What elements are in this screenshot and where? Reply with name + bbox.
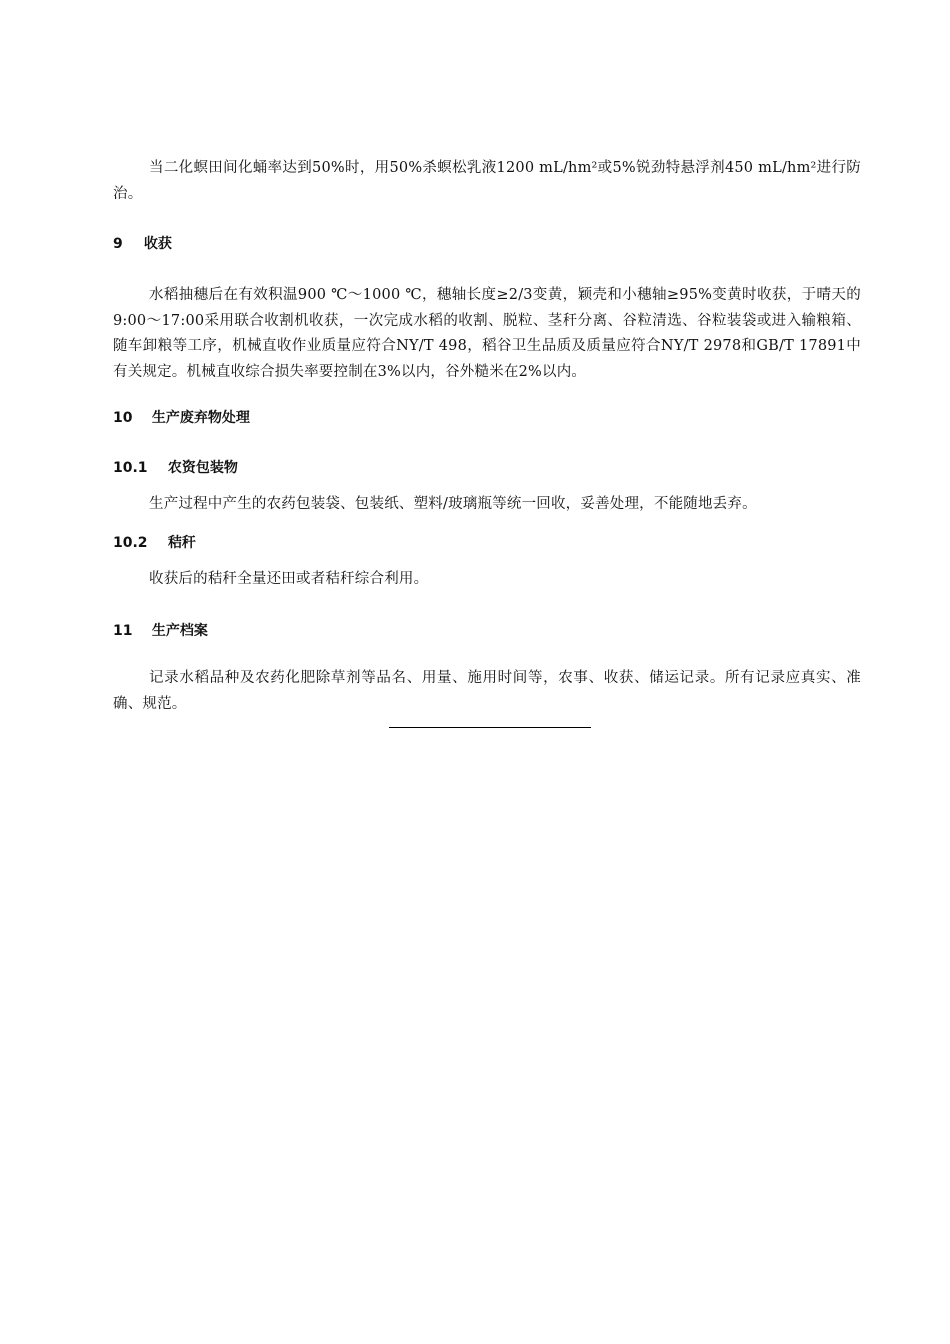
end-of-document-rule (389, 727, 591, 728)
records-paragraph: 记录水稻品种及农药化肥除草剂等品名、用量、施用时间等，农事、收获、储运记录。所有记录应真实、准确、规范。 (113, 670, 861, 712)
section-10-2-heading (113, 533, 196, 553)
section-10-1-heading (113, 458, 238, 478)
harvest-paragraph: 水稻抽穗后在有效积温900 ℃～1000 ℃，穗轴长度≥2/3变黄，颖壳和小穗轴≥95%变黄时收获，于晴天的9:00～17:00采用联合收割机收获，一次完成水稻的收割、脱粒、茎秆分离、谷粒清选、谷粒装袋或进入输粮箱、随车卸粮等工序，机械直收作业质量应符合NY/T 498，稻谷卫生品质及质量应符合NY/T 2978和GB/T 17891中有关规定。机械直收综合损失率要控制在3%以内，谷外糙米在2%以内。 (113, 287, 861, 380)
packaging-paragraph: 生产过程中产生的农药包装袋、包装纸、塑料/玻璃瓶等统一回收，妥善处理，不能随地丢弃。 (149, 496, 757, 512)
straw-paragraph: 收获后的秸秆全量还田或者秸秆综合利用。 (149, 571, 429, 587)
section-10-1-number: 10.1 (113, 460, 148, 476)
section-10-2-number: 10.2 (113, 535, 148, 551)
section-11-number: 11 (113, 623, 133, 639)
section-9-title: 收获 (143, 236, 172, 252)
section-10-1-title: 农资包装物 (167, 460, 238, 476)
section-10-title: 生产废弃物处理 (151, 410, 250, 426)
section-9-number: 9 (113, 236, 123, 252)
section-10-2-title: 秸秆 (167, 535, 196, 551)
section-10-heading (113, 408, 250, 428)
section-11-title: 生产档案 (151, 623, 208, 639)
section-11-heading (113, 621, 208, 641)
section-9-heading (113, 234, 172, 254)
pest-control-paragraph: 当二化螟田间化蛹率达到50%时，用50%杀螟松乳液1200 mL/hm²或5%锐劲特悬浮剂450 mL/hm²进行防治。 (113, 160, 861, 202)
section-10-number: 10 (113, 410, 133, 426)
